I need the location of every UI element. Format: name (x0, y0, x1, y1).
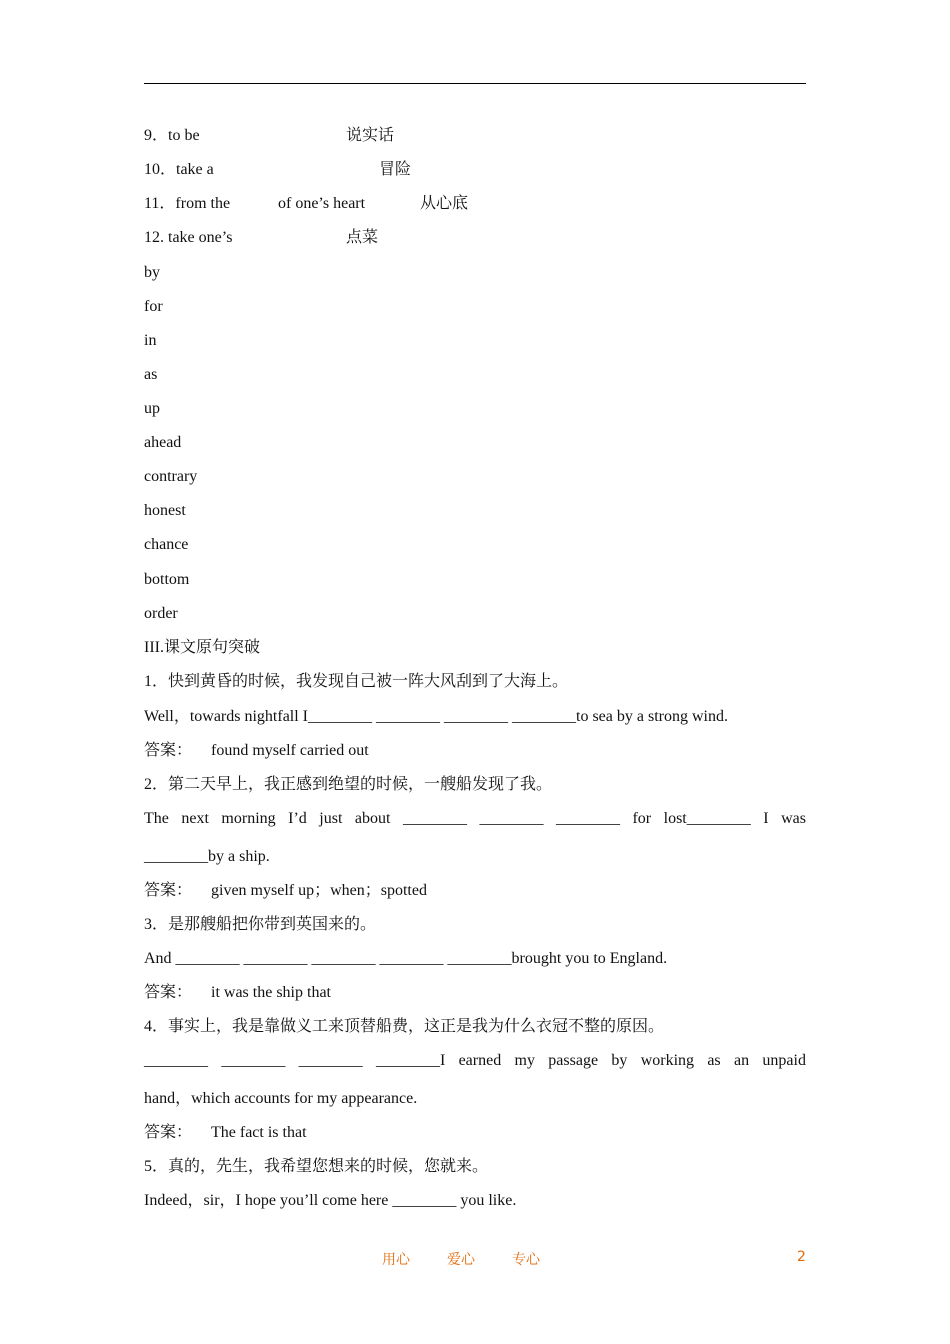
answer-text: The fact is that (211, 1124, 307, 1141)
word: morning (221, 810, 276, 827)
answer-label: 答案： (144, 1124, 193, 1141)
footer-slogan-1: 用心 (382, 1252, 410, 1268)
answer-word: bottom (144, 571, 190, 588)
item-3-chinese: 3．是那艘船把你带到英国来的。 (144, 916, 377, 933)
vocab-item-11-meaning: 从心底 (420, 195, 469, 212)
vocab-item-11: 11．from the (144, 195, 231, 212)
word: The (144, 810, 169, 827)
item-1-chinese: 1．快到黄昏的时候，我发现自己被一阵大风刮到了大海上。 (144, 673, 569, 690)
item-2-chinese: 2．第二天早上，我正感到绝望的时候，一艘船发现了我。 (144, 776, 553, 793)
answer-word: honest (144, 502, 186, 519)
vocab-item-10-meaning: 冒险 (379, 161, 412, 178)
word: lost________ (663, 810, 751, 827)
word: earned (458, 1052, 502, 1069)
word: I’d (288, 810, 307, 827)
word: my (514, 1052, 535, 1069)
word: working (640, 1052, 695, 1069)
page-number: 2 (797, 1249, 806, 1265)
item-4-english (144, 1051, 806, 1071)
word: an (733, 1052, 750, 1069)
item-1-answer (144, 741, 369, 761)
answer-text: given myself up；when；spotted (211, 882, 427, 899)
vocab-item-10: 10．take a (144, 161, 214, 178)
blank: ________ (555, 810, 620, 827)
word: about (354, 810, 391, 827)
footer-slogan-3: 专心 (512, 1252, 540, 1268)
answer-text: it was the ship that (211, 984, 331, 1001)
vocab-item-9-meaning: 说实话 (346, 127, 395, 144)
section-title: III.课文原句突破 (144, 639, 260, 656)
word: was (781, 810, 806, 827)
item-5-chinese: 5．真的，先生，我希望您想来的时候，您就来。 (144, 1158, 489, 1175)
answer-label: 答案： (144, 882, 193, 899)
answer-label: 答案： (144, 984, 193, 1001)
vocab-item-12-meaning: 点菜 (346, 229, 379, 246)
vocab-item-12: 12. take one’s (144, 229, 233, 246)
word: I (763, 810, 769, 827)
word: ________I (375, 1052, 446, 1069)
word: as (707, 1052, 721, 1069)
word: by (611, 1052, 628, 1069)
item-2-english-cont: ________by a ship. (144, 848, 270, 865)
blank: ________ (298, 1052, 363, 1069)
blank: ________ (479, 810, 544, 827)
word: passage (548, 1052, 599, 1069)
item-3-english: And ________ ________ ________ ________ ________brought you to England. (144, 950, 668, 967)
word: next (181, 810, 209, 827)
answer-text: found myself carried out (211, 742, 369, 759)
answer-word: order (144, 605, 178, 622)
item-1-english: Well，towards nightfall I________ ________ ________ ________to sea by a strong wind. (144, 708, 728, 725)
item-2-answer (144, 881, 427, 901)
answer-word: chance (144, 536, 189, 553)
answer-word: as (144, 366, 158, 383)
word: just (319, 810, 343, 827)
item-5-english: Indeed，sir，I hope you’ll come here ________ you like. (144, 1192, 517, 1209)
item-3-answer (144, 983, 331, 1003)
vocab-item-11-middle: of one’s heart (278, 195, 366, 212)
answer-word: in (144, 332, 157, 349)
item-4-english-cont: hand，which accounts for my appearance. (144, 1090, 418, 1107)
answer-word: ahead (144, 434, 182, 451)
blank: ________ (144, 1052, 208, 1069)
blank: ________ (402, 810, 467, 827)
word: for (632, 810, 652, 827)
answer-word: contrary (144, 468, 198, 485)
answer-word: for (144, 298, 163, 315)
answer-word: up (144, 400, 160, 417)
header-rule (144, 83, 806, 84)
answer-label: 答案： (144, 742, 193, 759)
vocab-item-9: 9．to be (144, 127, 200, 144)
blank: ________ (221, 1052, 286, 1069)
answer-word: by (144, 264, 160, 281)
footer-slogan-2: 爱心 (447, 1252, 475, 1268)
item-4-chinese: 4．事实上，我是靠做义工来顶替船费，这正是我为什么衣冠不整的原因。 (144, 1018, 665, 1035)
item-2-english (144, 809, 806, 829)
word: unpaid (762, 1052, 806, 1069)
item-4-answer (144, 1123, 307, 1143)
